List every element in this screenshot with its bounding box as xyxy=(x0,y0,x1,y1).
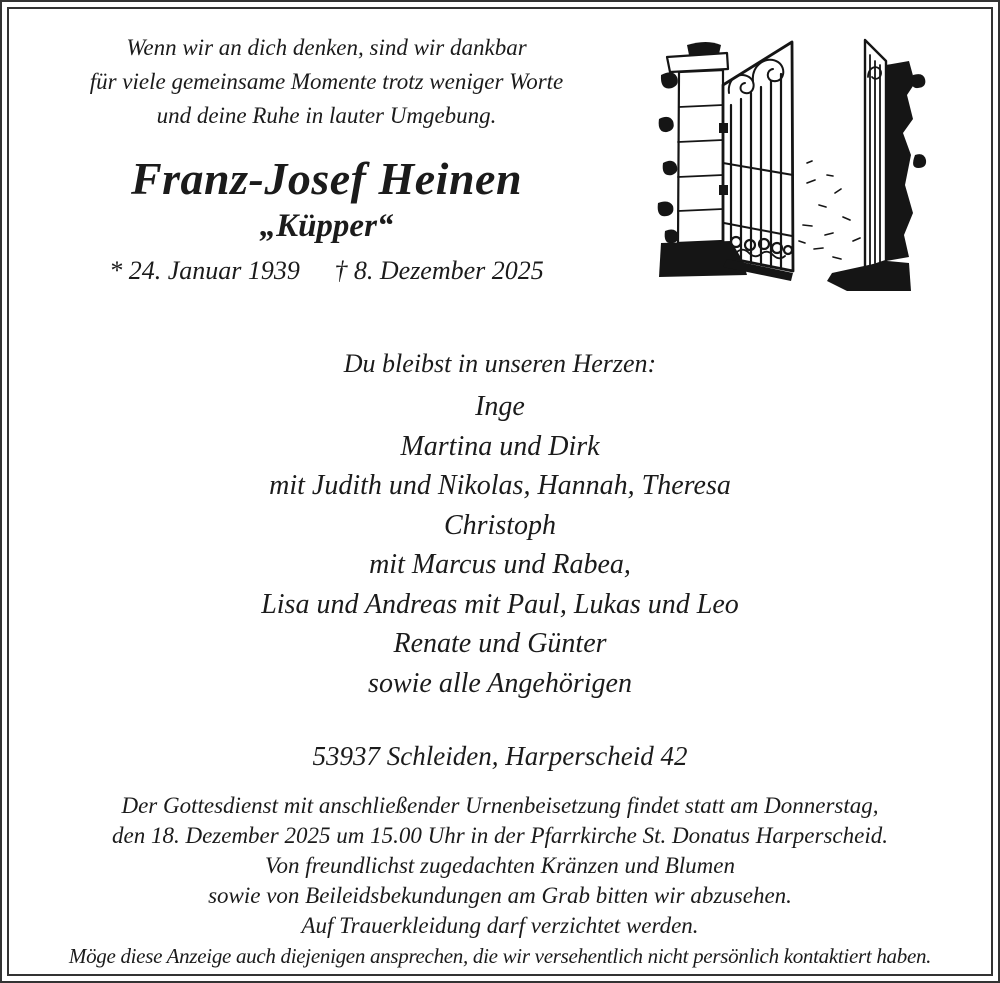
address-line: 53937 Schleiden, Harperscheid 42 xyxy=(312,741,688,771)
death-date: † 8. Dezember 2025 xyxy=(334,256,544,285)
verse-line: für viele gemeinsame Momente trotz weniger Worte xyxy=(89,69,564,94)
birth-date: * 24. Januar 1939 xyxy=(109,256,300,285)
mourner-line: Renate und Günter xyxy=(393,628,607,659)
mourner-line: sowie alle Angehörigen xyxy=(368,667,632,699)
mourner-line: Christoph xyxy=(443,509,557,541)
mourners-list xyxy=(9,387,991,703)
header-block xyxy=(44,31,609,287)
mourner-line: Lisa und Andreas mit Paul, Lukas und Leo xyxy=(261,588,739,620)
service-line: Der Gottesdienst mit anschließender Urnenbeisetzung findet statt am Donnerstag, xyxy=(121,793,879,818)
mourner-line: mit Judith und Nikolas, Hannah, Theresa xyxy=(269,470,731,501)
mourner-line: Inge xyxy=(475,391,525,422)
closing-note: Möge diese Anzeige auch diejenigen ansprechen, die wir versehentlich nicht persönlich kontaktiert haben. xyxy=(68,944,932,968)
mourner-line: Martina und Dirk xyxy=(400,430,600,462)
service-line: sowie von Beileidsbekundungen am Grab bitten wir abzusehen. xyxy=(208,883,792,908)
service-line: den 18. Dezember 2025 um 15.00 Uhr in der Pfarrkirche St. Donatus Harperscheid. xyxy=(112,823,888,848)
mourner-line: mit Marcus und Rabea, xyxy=(369,549,631,580)
verse-line: und deine Ruhe in lauter Umgebung. xyxy=(156,103,497,128)
notice-sheet xyxy=(9,9,991,974)
deceased-name: Franz-Josef Heinen xyxy=(130,153,523,204)
life-dates xyxy=(44,255,609,287)
remembrance-intro: Du bleibst in unseren Herzen: xyxy=(343,349,657,378)
open-gate-illustration xyxy=(657,35,929,293)
body-block xyxy=(9,347,991,971)
service-line: Auf Trauerkleidung darf verzichtet werden. xyxy=(301,913,699,938)
verse-line: Wenn wir an dich denken, sind wir dankbar xyxy=(126,35,527,60)
service-line: Von freundlichst zugedachten Kränzen und Blumen xyxy=(265,853,735,878)
memorial-verse xyxy=(44,31,609,133)
deceased-nickname: „Küpper“ xyxy=(259,208,394,244)
service-info xyxy=(9,791,991,971)
